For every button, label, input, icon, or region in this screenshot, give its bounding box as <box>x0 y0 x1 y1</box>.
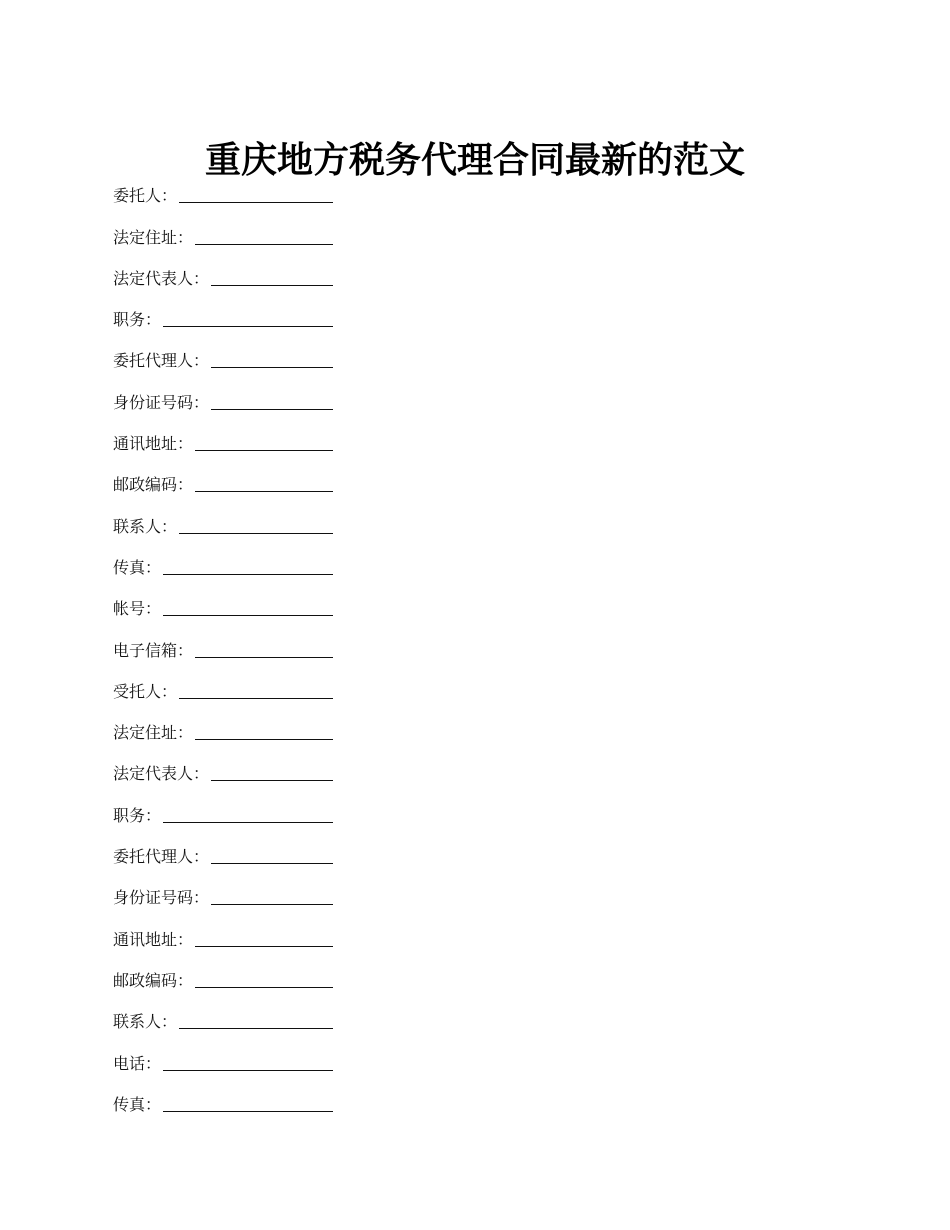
field-label: 受托人： <box>113 681 178 701</box>
blank-fill-line[interactable] <box>211 285 333 286</box>
blank-fill-line[interactable] <box>179 202 333 203</box>
field-label: 法定代表人： <box>113 268 210 288</box>
form-field-row <box>113 253 333 294</box>
form-field-row <box>113 418 333 459</box>
form-field-row <box>113 789 333 830</box>
field-label: 职务： <box>113 310 162 330</box>
blank-fill-line[interactable] <box>163 1070 333 1071</box>
field-label: 传真： <box>113 1094 162 1114</box>
form-field-row <box>113 376 333 417</box>
field-label: 法定住址： <box>113 227 194 247</box>
form-field-row <box>113 748 333 789</box>
field-label: 联系人： <box>113 1012 178 1032</box>
field-label: 法定住址： <box>113 723 194 743</box>
blank-fill-line[interactable] <box>179 533 333 534</box>
form-field-row <box>113 624 333 665</box>
blank-fill-line[interactable] <box>195 657 333 658</box>
blank-fill-line[interactable] <box>195 450 333 451</box>
form-field-row <box>113 707 333 748</box>
field-label: 邮政编码： <box>113 475 194 495</box>
field-label: 联系人： <box>113 516 178 536</box>
form-field-row <box>113 913 333 954</box>
blank-fill-line[interactable] <box>163 615 333 616</box>
field-label: 电话： <box>113 1053 162 1073</box>
field-label: 委托代理人： <box>113 351 210 371</box>
form-field-row <box>113 583 333 624</box>
blank-fill-line[interactable] <box>195 244 333 245</box>
blank-fill-line[interactable] <box>211 409 333 410</box>
form-field-row <box>113 831 333 872</box>
field-label: 电子信箱： <box>113 640 194 660</box>
blank-fill-line[interactable] <box>163 326 333 327</box>
field-label: 委托代理人： <box>113 847 210 867</box>
blank-fill-line[interactable] <box>211 863 333 864</box>
form-field-row <box>113 459 333 500</box>
field-label: 身份证号码： <box>113 392 210 412</box>
form-field-row <box>113 294 333 335</box>
field-list <box>113 170 333 1120</box>
form-field-row <box>113 1079 333 1120</box>
blank-fill-line[interactable] <box>211 904 333 905</box>
form-field-row <box>113 542 333 583</box>
blank-fill-line[interactable] <box>195 946 333 947</box>
blank-fill-line[interactable] <box>163 574 333 575</box>
form-field-row <box>113 666 333 707</box>
field-label: 通讯地址： <box>113 434 194 454</box>
form-field-row <box>113 500 333 541</box>
form-field-row <box>113 996 333 1037</box>
form-field-row <box>113 170 333 211</box>
field-label: 法定代表人： <box>113 764 210 784</box>
form-field-row <box>113 872 333 913</box>
blank-fill-line[interactable] <box>179 698 333 699</box>
field-label: 身份证号码： <box>113 888 210 908</box>
form-field-row <box>113 1037 333 1078</box>
field-label: 通讯地址： <box>113 929 194 949</box>
field-label: 传真： <box>113 557 162 577</box>
form-field-row <box>113 211 333 252</box>
blank-fill-line[interactable] <box>211 367 333 368</box>
blank-fill-line[interactable] <box>163 1111 333 1112</box>
blank-fill-line[interactable] <box>195 739 333 740</box>
form-field-row <box>113 955 333 996</box>
blank-fill-line[interactable] <box>163 822 333 823</box>
blank-fill-line[interactable] <box>211 780 333 781</box>
document-title: 重庆地方税务代理合同最新的范文 <box>204 139 745 182</box>
field-label: 邮政编码： <box>113 970 194 990</box>
blank-fill-line[interactable] <box>195 987 333 988</box>
blank-fill-line[interactable] <box>179 1028 333 1029</box>
field-label: 职务： <box>113 805 162 825</box>
form-field-row <box>113 335 333 376</box>
blank-fill-line[interactable] <box>195 491 333 492</box>
field-label: 委托人： <box>113 186 178 206</box>
field-label: 帐号： <box>113 599 162 619</box>
